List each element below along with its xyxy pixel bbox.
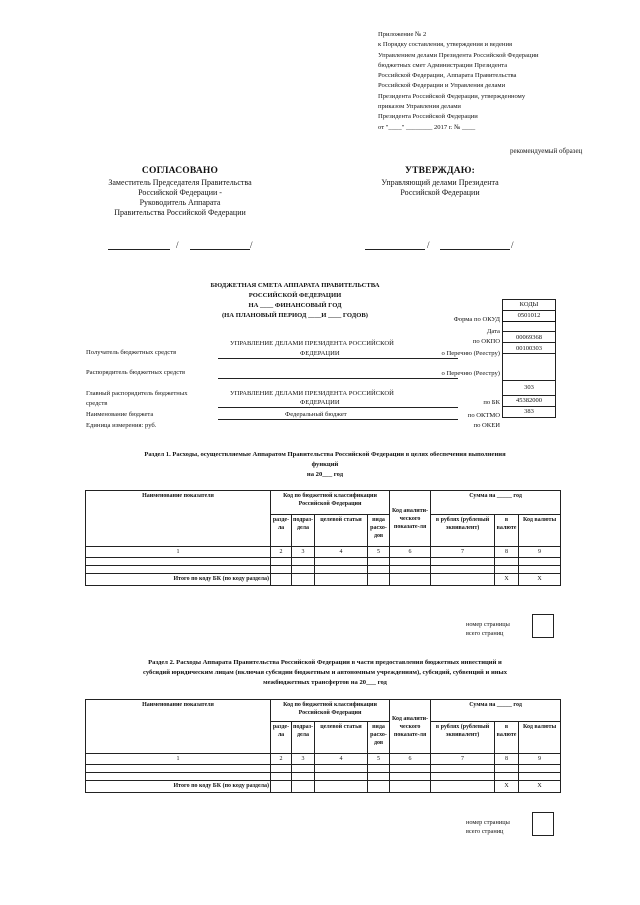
th-sum: Сумма на _____ год — [431, 700, 561, 722]
okei-label: по ОКЕИ — [473, 422, 500, 429]
total-row — [86, 574, 561, 586]
th-podrazdel: подраз-дела — [292, 515, 315, 547]
section2-title — [95, 658, 555, 688]
agreed-line: Российской Федерации - — [138, 188, 222, 197]
registry1-label: о Перечню (Реестру) — [441, 350, 500, 357]
unit-label: Единица измерения: руб. — [86, 422, 157, 429]
oktmo-label: по ОКТМО — [467, 412, 500, 419]
section1-title-line: Раздел 1. Расходы, осуществляемые Аппаратом Правительства Российской Федерации в целях обеспечения выполнения — [144, 451, 506, 458]
x-mark: X — [519, 574, 561, 586]
budget-underline — [218, 419, 458, 420]
col-num: 6 — [390, 547, 431, 558]
section2-title-line: субсидий юридическим лицам (включая субсидии бюджетным и автономным учреждениям), субсидий, субвенций и иных — [142, 669, 507, 676]
approve-line: Управляющий делами Президента — [381, 178, 499, 187]
recipient-label: Получатель бюджетных средств — [86, 349, 177, 356]
okud-label: Форма по ОКУД — [453, 316, 500, 323]
okpo-label: по ОКПО — [472, 338, 500, 345]
chief-label-cont: средств — [86, 400, 108, 407]
section2-title-line: межбюджетных трансфертов на 20___ год — [263, 679, 387, 686]
col-num: 8 — [495, 547, 519, 558]
chief-value-cont: ФЕДЕРАЦИИ — [300, 399, 340, 406]
approve-line: Российской Федерации — [400, 188, 480, 197]
th-type: вида расхо-дов — [368, 722, 390, 754]
signature-slash: / — [250, 240, 253, 250]
th-podrazdel: подраз-дела — [292, 722, 315, 754]
th-rub: в рублях (рублевый эквивалент) — [431, 515, 495, 547]
table-row[interactable] — [86, 558, 561, 566]
bk-value[interactable]: 303 — [503, 380, 556, 395]
col-num: 6 — [390, 754, 431, 765]
appendix-line: Российской Федерации, Аппарата Правительства — [378, 72, 517, 80]
col-num: 1 — [86, 547, 271, 558]
section1-title — [95, 450, 555, 480]
th-currency-code: Код валюты — [519, 515, 561, 547]
page-number-label — [466, 818, 510, 836]
th-currency-code: Код валюты — [519, 722, 561, 754]
th-bk: Код по бюджетной классификации Российской Федерации — [271, 700, 390, 722]
agreed-signature-line[interactable] — [108, 249, 170, 250]
col-num: 3 — [292, 547, 315, 558]
approve-block — [360, 166, 520, 198]
appendix-line: приказом Управления делами — [378, 103, 461, 111]
section1-table — [85, 490, 561, 586]
registry2-label: о Перечню (Реестру) — [441, 370, 500, 377]
th-name: Наименование показателя — [86, 700, 271, 754]
th-type: вида расхо-дов — [368, 515, 390, 547]
section2-title-line: Раздел 2. Расходы Аппарата Правительства Российской Федерации в части предоставления бюджетных инвестиций и — [148, 659, 502, 666]
col-num: 2 — [271, 754, 292, 765]
signature-slash: / — [511, 240, 514, 250]
okud-value[interactable]: 0501012 — [503, 310, 556, 321]
oktmo-value[interactable]: 45382000 — [503, 395, 556, 406]
agreed-line: Правительства Российской Федерации — [114, 208, 246, 217]
document-title — [170, 281, 420, 321]
manager-label: Распорядитель бюджетных средств — [86, 369, 186, 376]
codes-header: КОДЫ — [503, 300, 556, 311]
col-num: 8 — [495, 754, 519, 765]
section1-title-line: функций — [311, 461, 339, 468]
col-num: 4 — [315, 547, 368, 558]
recommended-sample-note: рекомендуемый образец — [510, 147, 583, 155]
agreed-line: Руководитель Аппарата — [139, 198, 221, 207]
appendix-block — [378, 30, 539, 133]
col-num: 7 — [431, 547, 495, 558]
x-mark: X — [519, 781, 561, 793]
th-bk: Код по бюджетной классификации Российской Федерации — [271, 491, 390, 515]
agreed-heading: СОГЛАСОВАНО — [141, 166, 219, 176]
th-name: Наименование показателя — [86, 491, 271, 547]
th-rub: в рублях (рублевый эквивалент) — [431, 722, 495, 754]
signature-slash: / — [427, 240, 430, 250]
th-razdel: разде-ла — [271, 722, 292, 754]
approve-heading: УТВЕРЖДАЮ: — [404, 166, 476, 176]
appendix-line: от "____" ________ 2017 г. № ____ — [378, 123, 476, 131]
appendix-line: Российской Федерации и Управления делами — [378, 82, 506, 90]
agreed-block — [85, 166, 275, 218]
recipient-value: УПРАВЛЕНИЕ ДЕЛАМИ ПРЕЗИДЕНТА РОССИЙСКОЙ — [230, 340, 394, 347]
th-analytic: Код аналити-ческого показате-ля — [390, 700, 431, 754]
agreed-name-line[interactable] — [190, 249, 250, 250]
col-num: 9 — [519, 547, 561, 558]
date-value[interactable] — [503, 321, 556, 332]
date-label: Дата — [486, 328, 500, 335]
col-num: 7 — [431, 754, 495, 765]
th-currency: в валюте — [495, 722, 519, 754]
chief-value: УПРАВЛЕНИЕ ДЕЛАМИ ПРЕЗИДЕНТА РОССИЙСКОЙ — [230, 390, 394, 397]
appendix-line: к Порядку составления, утверждения и ведения — [378, 41, 512, 49]
total-pages-text: всего страниц — [466, 828, 504, 835]
approve-signature-line[interactable] — [365, 249, 425, 250]
table-row[interactable] — [86, 765, 561, 773]
appendix-line: Президента Российской Федерации — [378, 113, 478, 121]
appendix-line: Приложение № 2 — [378, 31, 427, 38]
budget-value: Федеральный бюджет — [285, 411, 347, 418]
th-analytic: Код аналити-ческого показате-ля — [390, 491, 431, 547]
x-mark: X — [495, 781, 519, 793]
page-number-box[interactable] — [532, 812, 554, 836]
section2-table — [85, 699, 561, 793]
total-label: Итого по коду БК (по коду раздела) — [86, 781, 271, 793]
col-num: 1 — [86, 754, 271, 765]
page-number-text: номер страницы — [466, 621, 510, 628]
total-label: Итого по коду БК (по коду раздела) — [86, 574, 271, 586]
title-line: БЮДЖЕТНАЯ СМЕТА АППАРАТА ПРАВИТЕЛЬСТВА — [210, 282, 380, 289]
signature-slash: / — [176, 240, 179, 250]
col-num: 5 — [368, 754, 390, 765]
recipient-underline — [218, 358, 458, 359]
approve-name-line[interactable] — [440, 249, 510, 250]
manager-underline[interactable] — [218, 378, 458, 379]
th-sum: Сумма на _____ год — [431, 491, 561, 515]
appendix-line: Управлением делами Президента Российской Федерации — [378, 51, 539, 59]
section1-title-line: на 20___ год — [306, 471, 344, 478]
codes-table — [502, 299, 556, 418]
appendix-line: Президента Российской Федерации, утвержденному — [378, 92, 526, 100]
title-line: (НА ПЛАНОВЫЙ ПЕРИОД ____И ____ ГОДОВ) — [221, 312, 368, 319]
okpo-value[interactable]: 00069368 — [503, 332, 556, 343]
okei-value[interactable]: 383 — [503, 406, 556, 417]
agreed-line: Заместитель Председателя Правительства — [108, 178, 252, 187]
appendix-line: бюджетных смет Администрации Президента — [378, 61, 508, 69]
title-line: РОССИЙСКОЙ ФЕДЕРАЦИИ — [248, 292, 342, 299]
registry2-value[interactable] — [503, 353, 556, 380]
th-razdel: разде-ла — [271, 515, 292, 547]
th-currency: в валюте — [495, 515, 519, 547]
col-num: 2 — [271, 547, 292, 558]
x-mark: X — [495, 574, 519, 586]
page-number-box[interactable] — [532, 614, 554, 638]
col-num: 3 — [292, 754, 315, 765]
chief-underline — [218, 407, 458, 408]
table-row[interactable] — [86, 566, 561, 574]
col-num: 5 — [368, 547, 390, 558]
bk-label: по БК — [483, 399, 500, 406]
page-number-text: номер страницы — [466, 819, 510, 826]
table-row[interactable] — [86, 773, 561, 781]
recipient-value-cont: ФЕДЕРАЦИИ — [300, 350, 340, 357]
registry1-value[interactable]: 00100303 — [503, 343, 556, 354]
col-num: 4 — [315, 754, 368, 765]
th-target: целевой статьи — [315, 722, 368, 754]
col-num: 9 — [519, 754, 561, 765]
chief-label: Главный распорядитель бюджетных — [86, 390, 188, 397]
page-number-label — [466, 620, 510, 638]
title-line: НА ____ ФИНАНСОВЫЙ ГОД — [248, 302, 342, 309]
total-row — [86, 781, 561, 793]
budget-label: Наименование бюджета — [86, 411, 154, 418]
total-pages-text: всего страниц — [466, 630, 504, 637]
th-target: целевой статьи — [315, 515, 368, 547]
